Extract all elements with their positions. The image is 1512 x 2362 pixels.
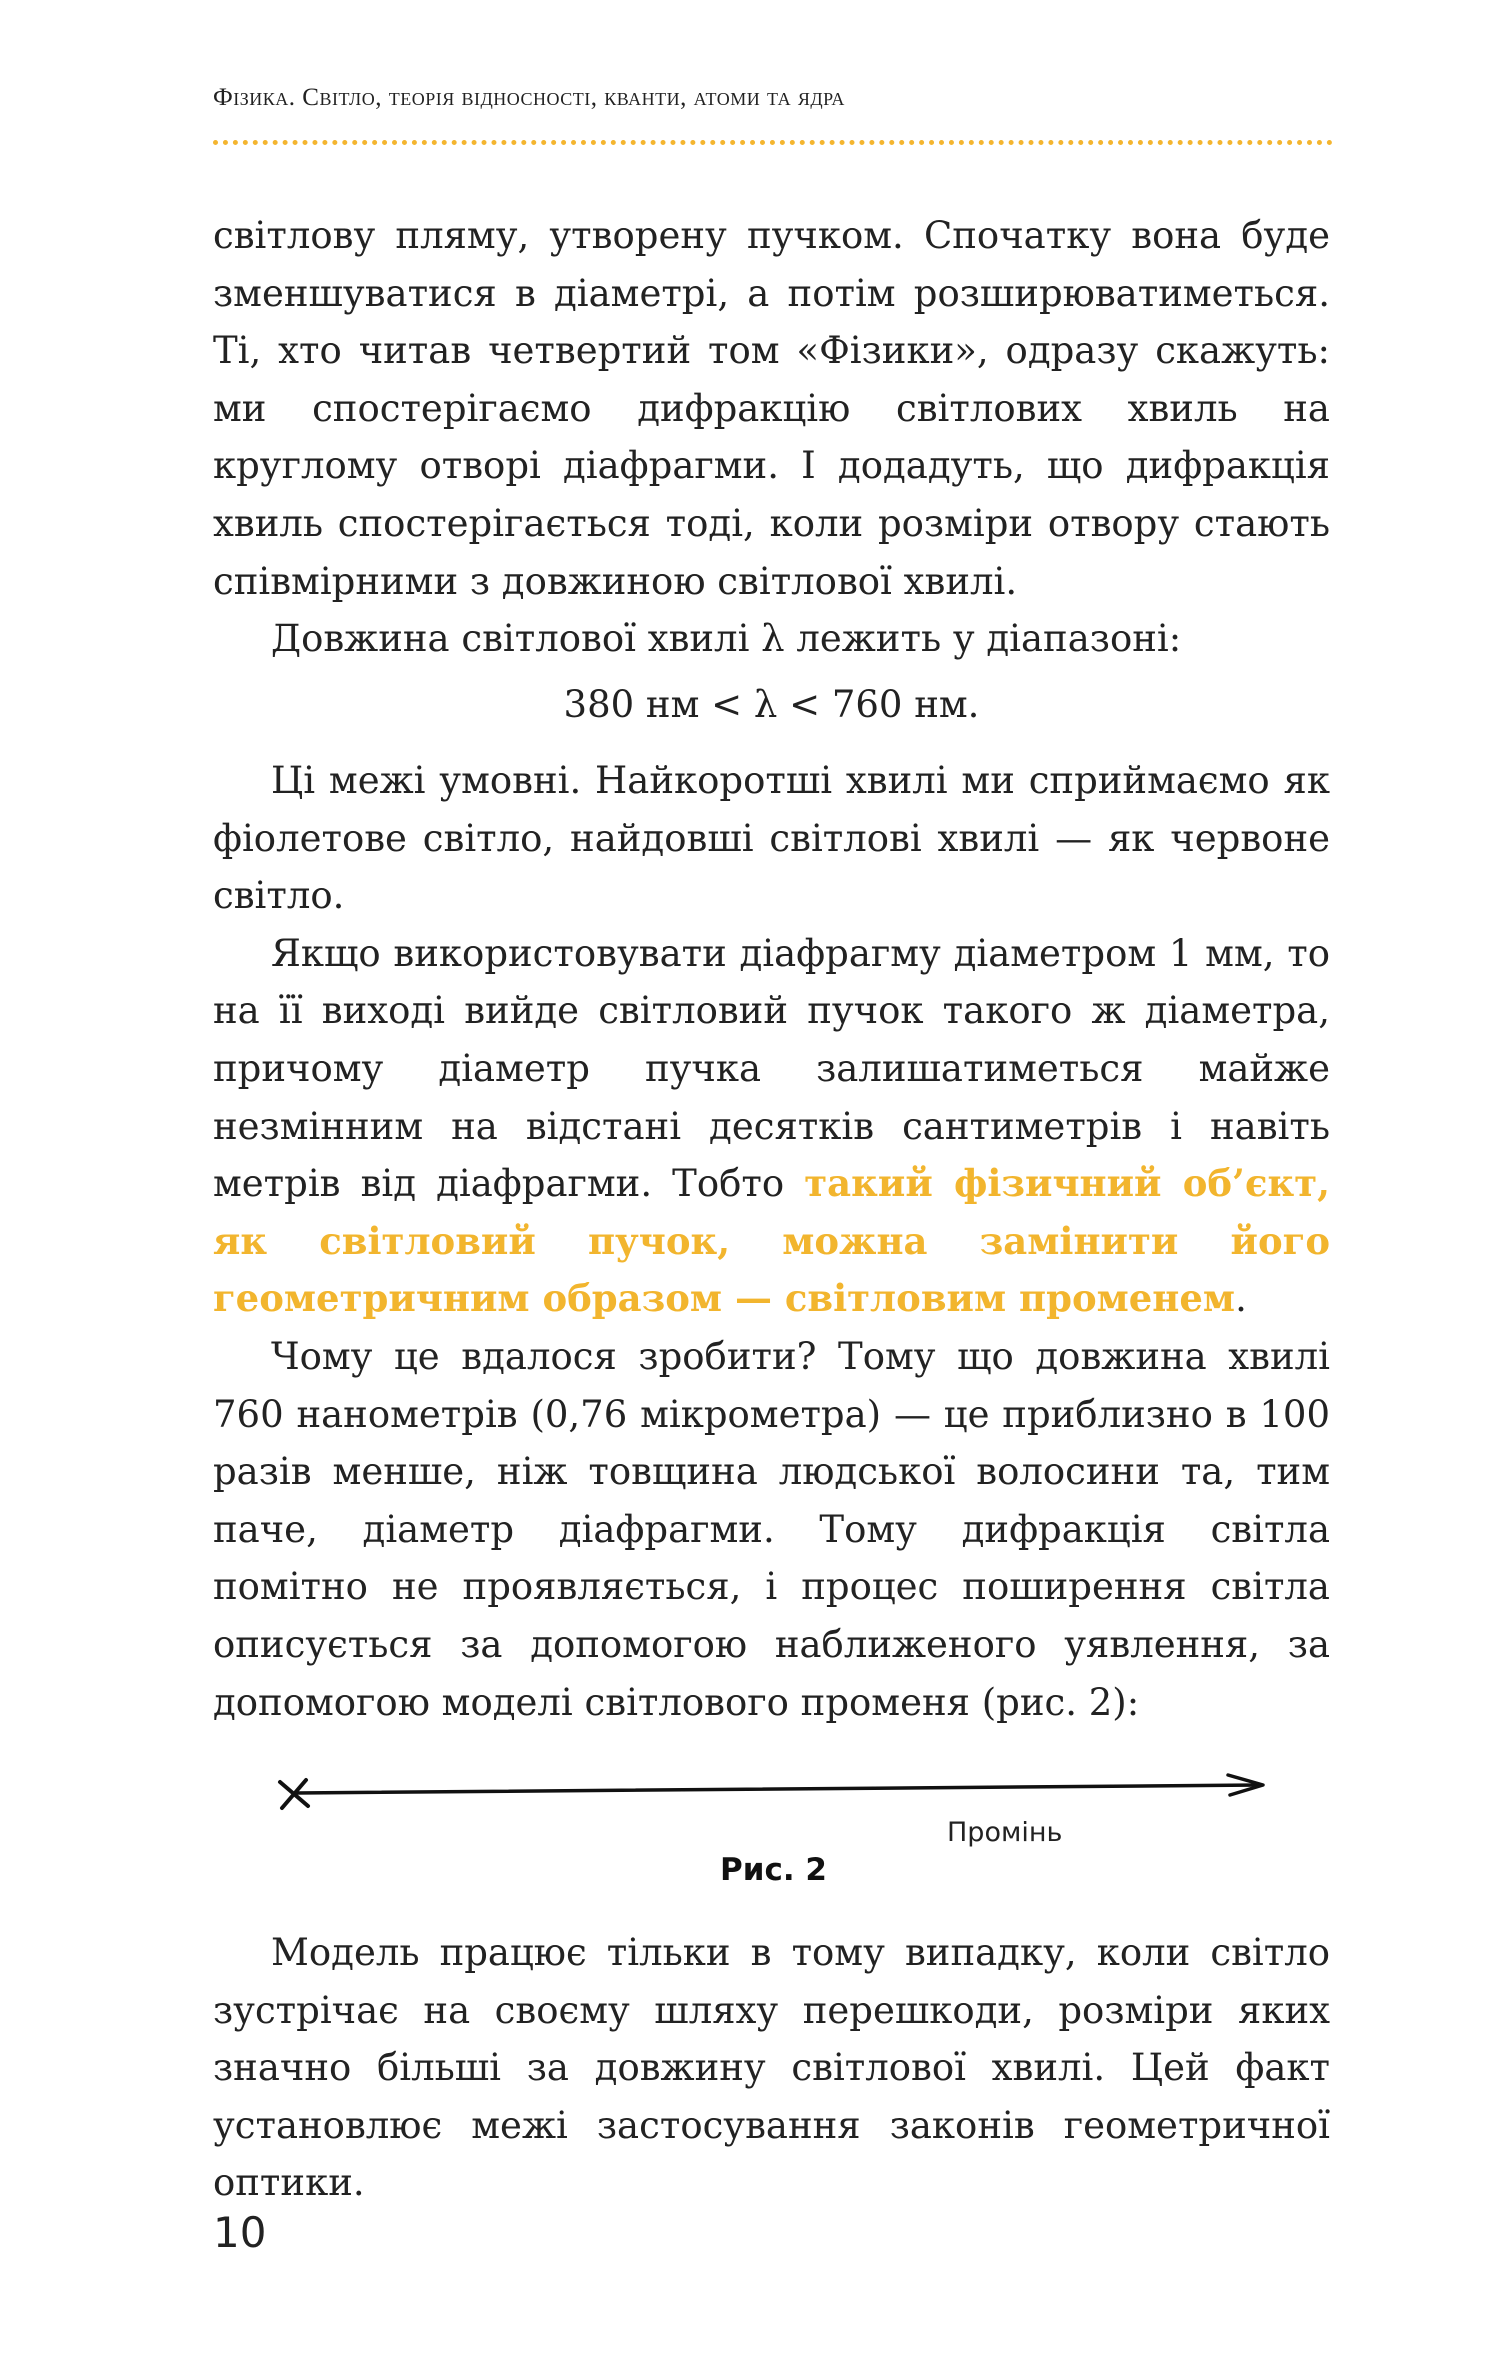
wavelength-formula: 380 нм < λ < 760 нм.	[563, 683, 980, 726]
paragraph-4-start: Якщо використовувати діафрагму діаметром 1 мм, то на її виході вийде світловий пучок такого ж діаметра, причому діаметр пучка залишатиметься майже незмінним на відстані десятків сантиметрів і навіть метрів від діафрагми. Тобто	[213, 931, 1330, 1206]
page-number: 10	[213, 2208, 267, 2257]
paragraph-block-last	[213, 1924, 1330, 2212]
paragraph-1-text: світлову пляму, утворену пучком. Спочатку вона буде зменшуватися в діаметрі, а потім розширюватиметься. Ті, хто читав четвертий том «Фізики», одразу скажуть: ми спостерігаємо дифракцію світлових хвиль на круглому отворі діафрагми. І додадуть, що дифракція хвиль спостерігається тоді, коли розміри отвору стають співмірними з довжиною світлової хвилі.	[213, 214, 1330, 603]
ray-diagram	[260, 1760, 1280, 1820]
paragraph-4-end: .	[1235, 1277, 1247, 1321]
paragraph-4	[213, 925, 1330, 1328]
paragraph-block-main	[213, 752, 1330, 1731]
ray-line	[296, 1785, 1260, 1793]
paragraph-5-text: Чому це вдалося зробити? Тому що довжина хвилі 760 нанометрів (0,76 мікрометра) — це приблизно в 100 разів менше, ніж товщина людської волосини та, тим паче, діаметр діафрагми. Тому дифракція світла помітно не проявляється, і процес поширення світла описується за допомогою наближеного уявлення, за допомогою моделі світлового променя (рис. 2):	[213, 1334, 1330, 1724]
paragraph-6-text: Модель працює тільки в тому випадку, коли світло зустрічає на своєму шляху перешкоди, розміри яких значно більші за довжину світлової хвилі. Цей факт установлює межі застосування законів геометричної оптики.	[213, 1931, 1330, 2205]
highlighted-definition: такий фізичний об’єкт, як світловий пучок, можна замінити його геометричним образом — світловим променем	[213, 1161, 1330, 1321]
figure-caption: Рис. 2	[720, 1852, 827, 1888]
ray-label: Промінь	[947, 1817, 1063, 1848]
paragraph-1	[213, 207, 1330, 668]
running-header: Фізика. Світло, теорія відносності, кванти, атоми та ядра	[213, 84, 845, 111]
paragraph-2-text: Довжина світлової хвилі λ лежить у діапазоні:	[271, 617, 1182, 661]
header-dotted-rule	[213, 140, 1333, 145]
paragraph-3-text: Ці межі умовні. Найкоротші хвилі ми сприймаємо як фіолетове світло, найдовші світлові хвилі — як червоне світло.	[213, 759, 1330, 918]
